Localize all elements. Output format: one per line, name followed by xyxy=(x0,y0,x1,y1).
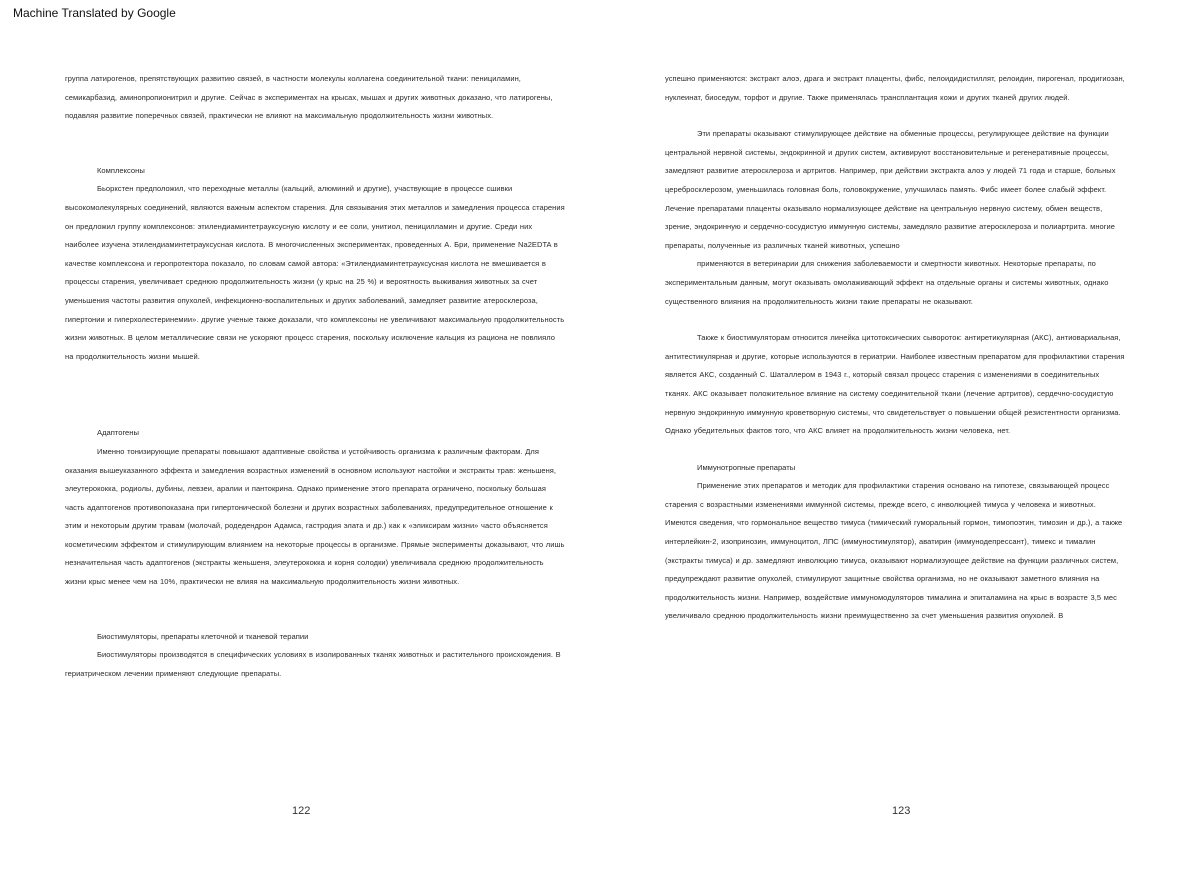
page-number-left: 122 xyxy=(292,805,311,817)
page-number-right: 123 xyxy=(892,805,911,817)
left-paragraph-latyrogens: группа латирогенов, препятствующих развитию связей, в частности молекулы коллагена соединительной ткани: пенициламин, семикарбазид, аминопропионитрил и другие. Сейчас в экспериментах на крысах, мышах и других животных доказано, что латирогены, подавляя развитие поперечных связей, практически не влияют на максимальную продолжительность жизни животных. xyxy=(65,74,553,121)
heading-biostimulators: Биостимуляторы, препараты клеточной и тканевой терапии xyxy=(97,631,309,641)
heading-complexones: Комплексоны xyxy=(97,165,145,175)
left-paragraph-complexones: Бьоркстен предположил, что переходные металлы (кальций, алюминий и другие), участвующие в процессе сшивки высокомолекулярных соединений, являются важным аспектом старения. Для связывания этих металлов и замедления процесса старения он предложил группу комплексонов: этилендиаминтетрауксусную кислоту и ее соли, унитиол, пеницилламин и другие. Среди них наиболее изучена этилендиаминтетрауксусная кислота. В многочисленных экспериментах, проведенных А. Бри, применение Na2EDTA в качестве комплексона и геропротектора показало, по словам самой автора: «Этилендиаминтетрауксусная кислота не вмешивается в процессы старения, увеличивает среднюю продолжительность жизни (у крыс на 25 %) и вероятность выживания животных за счет уменьшения частоты развития опухолей, инфекционно-воспалительных и других заболеваний, замедляет развитие атеросклероза, гипертонии и гиперхолестеринемии». другие ученые также доказали, что комплексоны не увеличивают максимальную продолжительность жизни животных. В целом металлические связи не ускоряют процесс старения, поскольку исключение кальция из рациона не повлияло на продолжительность жизни мышей. xyxy=(65,184,565,361)
heading-immunotropic: Иммунотропные препараты xyxy=(697,462,796,472)
right-paragraph-effects: Эти препараты оказывают стимулирующее действие на обменные процессы, регулирующее действие на функции центральной нервной системы, эндокринной и других систем, активируют восстановительные и регенеративные процессы, замедляют развитие атеросклероза и артритов. Например, при действии экстракта алоэ у людей 71 года и старше, больных церебросклерозом, уменьшилась головная боль, головокружение, улучшилась память. Фибс имеет более слабый эффект. Лечение препаратами плаценты оказывало нормализующее действие на центральную нервную систему, обмен веществ, зрение, эндокринную и сердечно-сосудистую иммунную системы, замедляло развитие атеросклероза и полиартрита. многие препараты, полученные из различных тканей животных, успешно xyxy=(665,129,1116,250)
right-paragraph-thymus: Имеются сведения, что гормональное вещество тимуса (тимический гуморальный гормон, тимопоэтин, тимозин и др.), а также интерлейкин-2, изопринозин, иммуноцитол, ЛПС (иммуностимулятор), аватирин (иммунодепрессант), тимекс и тималин (экстракты тимуса) и др. замедляют инволюцию тимуса, оказывают нормализующее действие на функции различных систем, предупреждают развитие опухолей, стимулируют защитные свойства организма, но не оказывают заметного влияния на продолжительность жизни. Например, воздействие иммуномодуляторов тималина и эпиталамина на крыс в возрасте 3,5 мес увеличивало среднюю продолжительность жизни преимущественно за счет уменьшения развития опухолей. В xyxy=(665,518,1123,621)
left-page xyxy=(65,70,565,683)
right-paragraph-cytotoxic-sera: Также к биостимуляторам относится линейка цитотоксических сывороток: антиретикулярная (АКС), антиовариальная, антитестикулярная и другие, которые используются в гериатрии. Наиболее известным препаратом для профилактики старения является АКС, созданный С. Шаталлером в 1943 г., который связал процесс старения с изменениями в соединительных тканях. АКС оказывает положительное влияние на систему соединительной ткани (лечение артритов), сердечно-сосудистую нервную эндокринную иммунную кроветворную системы, что свидетельствует о повышении общей резистентности организма. Однако убедительных фактов того, что АКС влияет на продолжительность жизни человека, нет. xyxy=(665,333,1125,436)
right-paragraph-hypothesis: Применение этих препаратов и методик для профилактики старения основано на гипотезе, связывающей процесс старения с возрастными изменениями иммунной системы, прежде всего, с инволюцией тимуса у человека и животных. xyxy=(665,481,1110,509)
left-paragraph-adaptogens: Именно тонизирующие препараты повышают адаптивные свойства и устойчивость организма к различным факторам. Для оказания вышеуказанного эффекта и замедления возрастных изменений в основном используют настойки и экстракты трав: женьшеня, элеутерококка, родиолы, дубины, левзеи, аралии и пантокрина. Однако применение этого препарата ограничено, поскольку большая часть адаптогенов противопоказана при гипертонической болезни и других возрастных заболеваниях, предупредительное отношение к этим и некоторым другим травам (молочай, родедендрон Адамса, гастродия элата и др.) как к «эликсирам жизни» часто объясняется косметическим эффектом и стимулирующим влиянием на некоторые процессы в организме. Прямые эксперименты доказывают, что лишь незначительная часть адаптогенов (экстракты женьшеня, элеутерококка и корня солодки) увеличивала среднюю продолжительность жизни крыс менее чем на 10%, практически не влияя на максимальную продолжительность жизни животных. xyxy=(65,446,565,587)
heading-adaptogens: Адаптогены xyxy=(97,428,139,438)
right-paragraph-preparations: успешно применяются: экстракт алоэ, драга и экстракт плаценты, фибс, пелоидидистиллят, релоидин, пирогенал, продигиозан, нуклеинат, биоседум, торфот и другие. Также применялась трансплантация кожи и других тканей других людей. xyxy=(665,74,1125,102)
machine-translation-banner: Machine Translated by Google xyxy=(13,6,176,20)
right-page xyxy=(665,70,1125,626)
right-paragraph-veterinary: применяются в ветеринарии для снижения заболеваемости и смертности животных. Некоторые препараты, по экспериментальным данным, могут оказывать омолаживающий эффект на отдельные органы и системы животных, однако существенного влияния на продолжительность жизни такие препараты не оказывают. xyxy=(665,259,1109,306)
left-paragraph-biostimulators: Биостимуляторы производятся в специфических условиях в изолированных тканях животных и растительного происхождения. В гериатрическом лечении применяют следующие препараты. xyxy=(65,650,561,678)
